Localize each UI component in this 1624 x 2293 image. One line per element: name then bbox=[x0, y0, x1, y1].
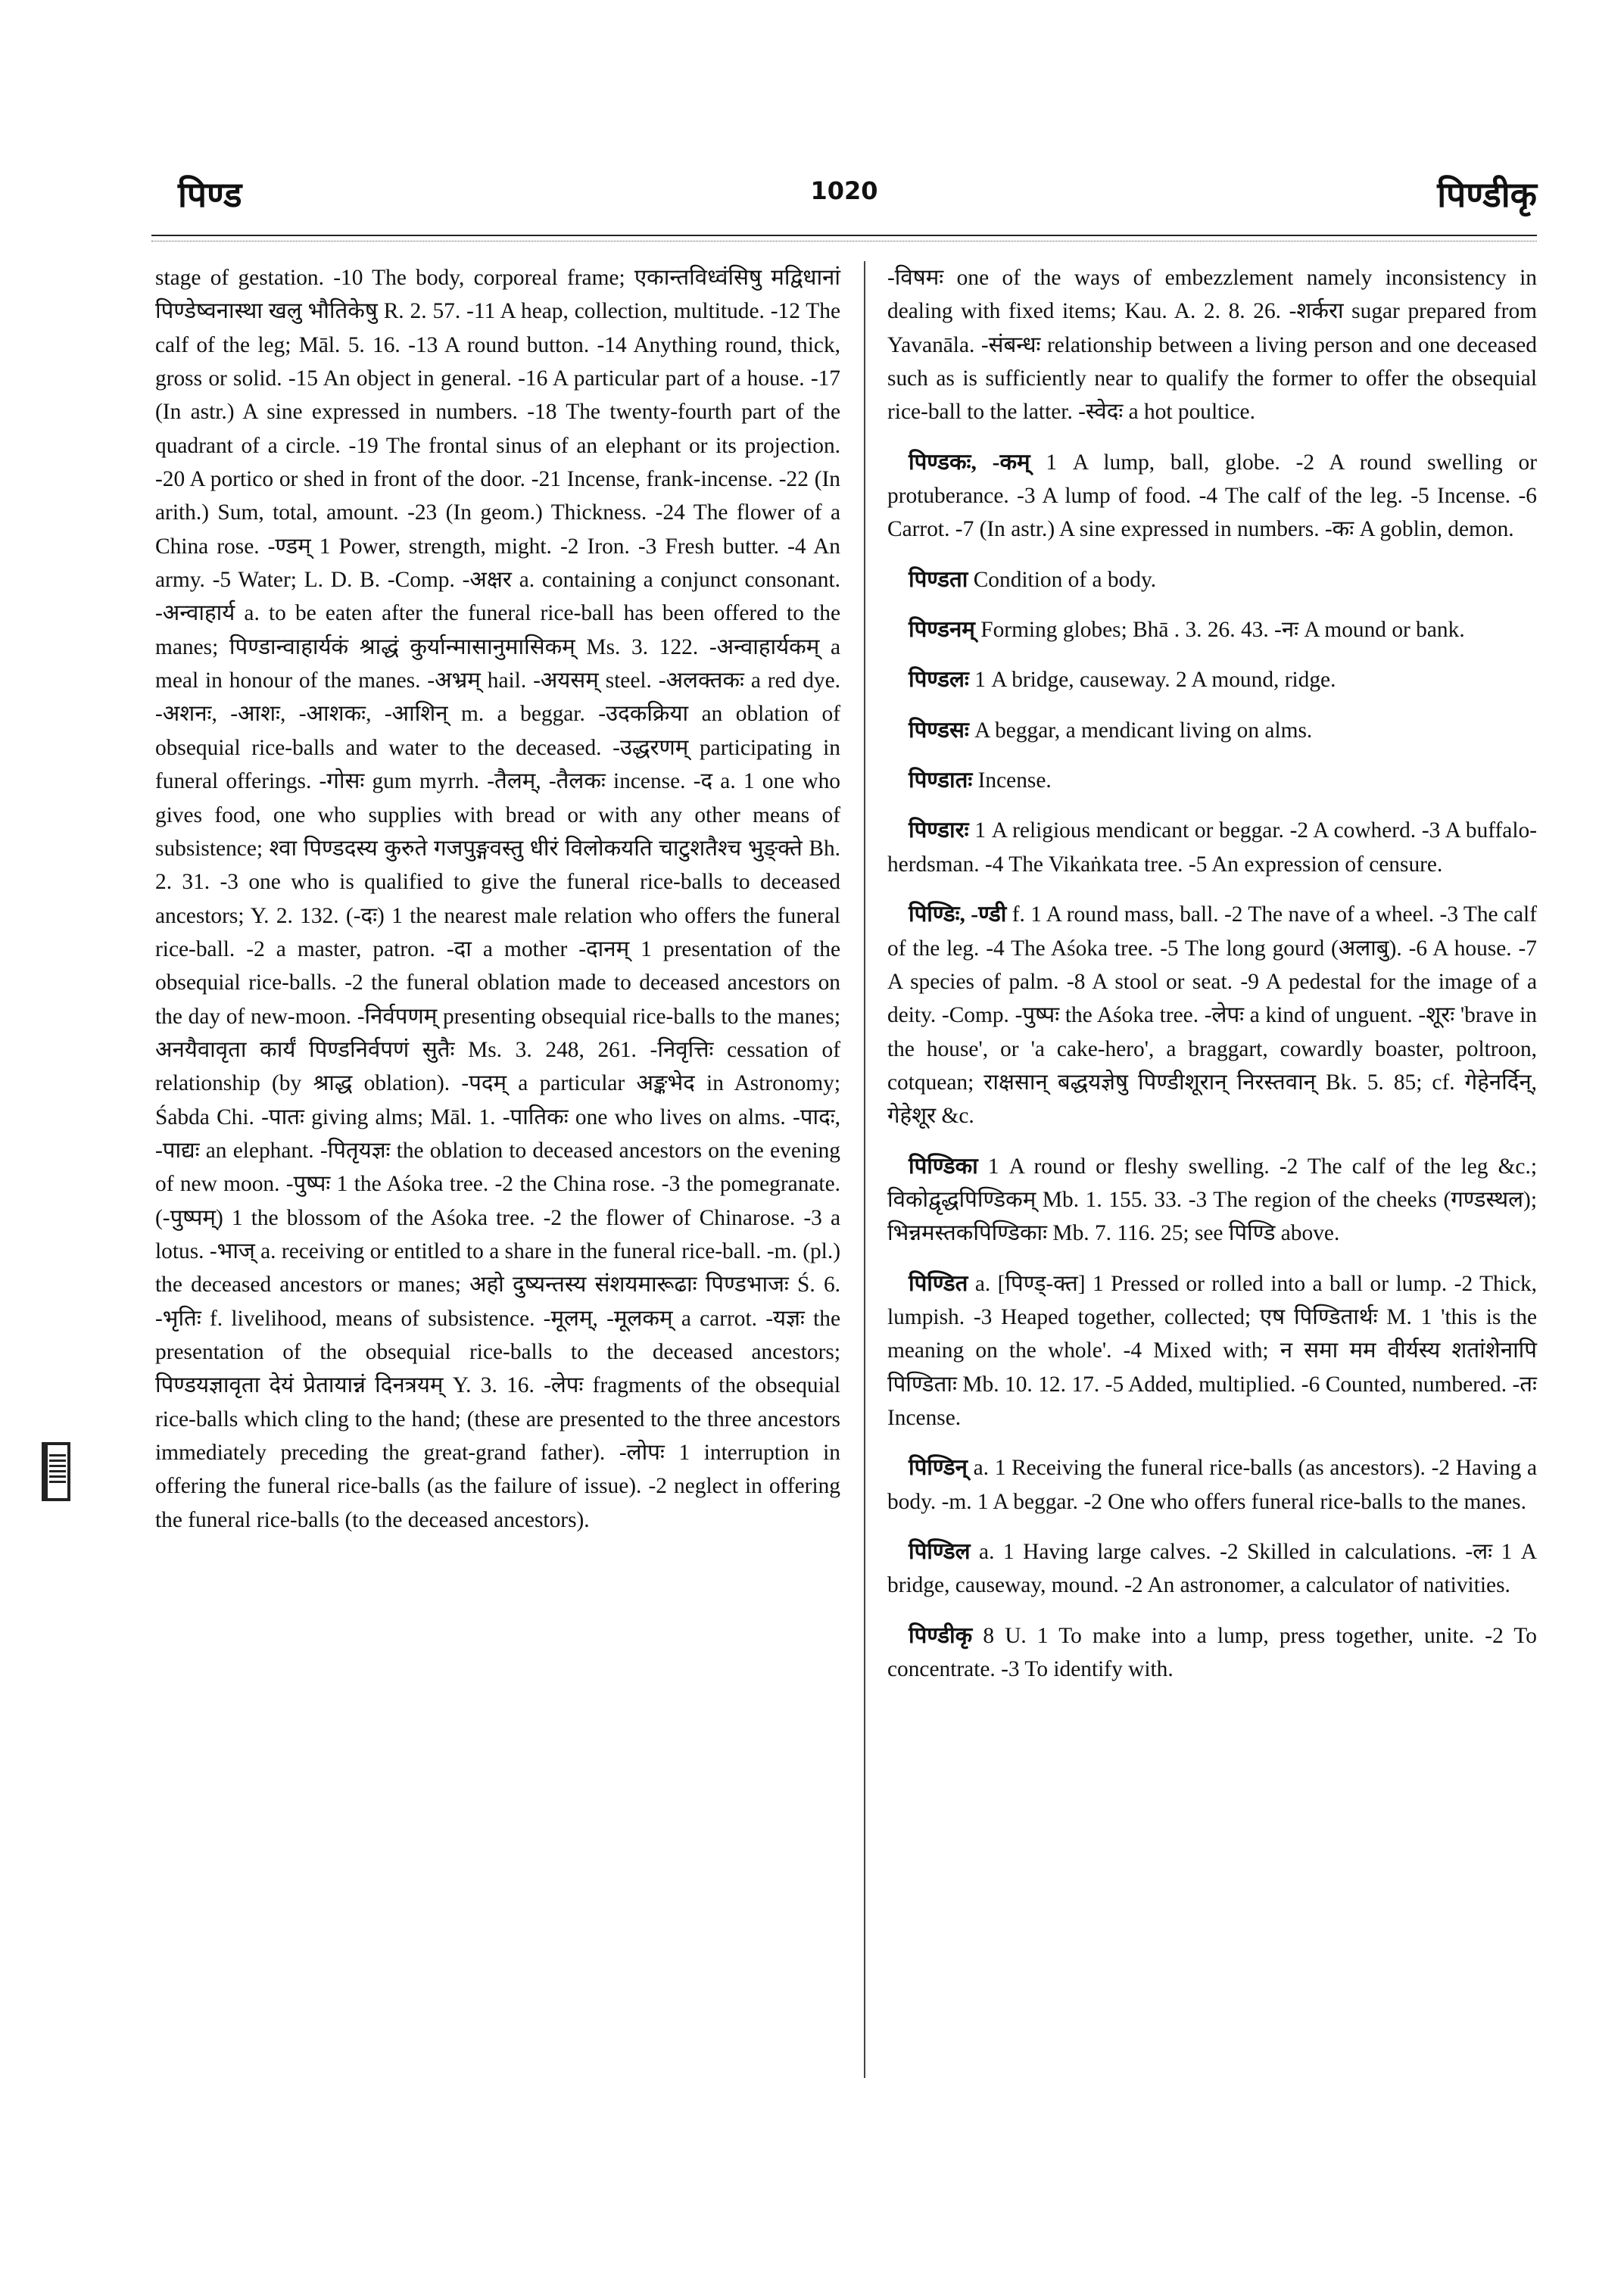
page-number: 1020 bbox=[810, 176, 878, 205]
headword: पिण्डिल bbox=[909, 1540, 971, 1564]
headword: पिण्डिः, -ण्डी bbox=[909, 902, 1007, 927]
left-column bbox=[155, 261, 840, 1553]
entry-text: Incense. bbox=[972, 768, 1052, 793]
headword: पिण्डनम् bbox=[909, 618, 975, 643]
dictionary-entry bbox=[887, 446, 1537, 547]
dictionary-entry bbox=[887, 1451, 1537, 1519]
dictionary-entry bbox=[887, 613, 1537, 646]
guide-word-right: पिण्डीकृ bbox=[1437, 174, 1537, 215]
entry-text: 1 A round or fleshy swelling. -2 The calf of the leg &c.; विकोद्वृद्धपिण्डिकम् Mb. 1. 155. 33. -3 The region of the cheeks (गण्डस्थल); भिन्नमस्तकपिण्डिकाः Mb. 7. 116. 25; see पिण्डि above. bbox=[887, 1154, 1537, 1246]
dictionary-entry bbox=[887, 563, 1537, 597]
guide-word-left: पिण्ड bbox=[178, 174, 242, 215]
right-column bbox=[887, 261, 1537, 1703]
dictionary-entry bbox=[887, 1619, 1537, 1687]
entry-text: 1 A bridge, causeway. 2 A mound, ridge. bbox=[968, 668, 1336, 693]
headword: पिण्डिन् bbox=[909, 1456, 968, 1481]
dictionary-entry bbox=[887, 663, 1537, 696]
dictionary-entry bbox=[887, 1267, 1537, 1435]
entry-continuation: stage of gestation. -10 The body, corporeal frame; एकान्तविध्वंसिषु मद्विधानां पिण्डेष्वनास्था खलु भौतिकेषु R. 2. 57. -11 A heap, collection, multitude. -12 The calf of the leg; Māl. 5. 16. -13 A round button. -14 Anything round, thick, gross or solid. -15 An object in general. -16 A particular part of a house. -17 (In astr.) A sine expressed in numbers. -18 The twenty-fourth part of the quadrant of a circle. -19 The frontal sinus of an elephant or its projection. -20 A portico or shed in front of the door. -21 Incense, frank-incense. -22 (In arith.) Sum, total, amount. -23 (In geom.) Thickness. -24 The flower of a China rose. -ण्डम् 1 Power, strength, might. -2 Iron. -3 Fresh butter. -4 An army. -5 Water; L. D. B. -Comp. -अक्षर a. containing a conjunct consonant. -अन्वाहार्य a. to be eaten after the funeral rice-ball has been offered to the manes; पिण्डान्वाहार्यकं श्राद्धं कुर्यान्मासानुमासिकम् Ms. 3. 122. -अन्वाहार्यकम् a meal in honour of the manes. -अभ्रम् hail. -अयसम् steel. -अलक्तकः a red dye. -अशनः, -आशः, -आशकः, -आशिन् m. a beggar. -उदकक्रिया an oblation of obsequial rice-balls and water to the deceased. -उद्धरणम् participating in funeral offerings. -गोसः gum myrrh. -तैलम्, -तैलकः incense. -द a. 1 one who gives food, one who supplies with bread or with any other means of subsistence; श्वा पिण्डदस्य कुरुते गजपुङ्गवस्तु धीरं विलोकयति चाटुशतैश्च भुङ्क्ते Bh. 2. 31. -3 one who is qualified to give the funeral rice-balls to deceased ancestors; Y. 2. 132. (-दः) 1 the nearest male relation who offers the funeral rice-ball. -2 a master, patron. -दा a mother -दानम् 1 presentation of the obsequial rice-balls. -2 the funeral oblation made to deceased ancestors on the day of new-moon. -निर्वपणम् presenting obsequial rice-balls to the manes; अनयैवावृता कार्यं पिण्डनिर्वपणं सुतैः Ms. 3. 248, 261. -निवृत्तिः cessation of relationship (by श्राद्ध oblation). -पदम् a particular अङ्कभेद in Astronomy; Śabda Chi. -पातः giving alms; Māl. 1. -पातिकः one who lives on alms. -पादः, -पाद्यः an elephant. -पितृयज्ञः the oblation to deceased ancestors on the evening of new moon. -पुष्पः 1 the Aśoka tree. -2 the China rose. -3 the pomegranate. (-पुष्पम्) 1 the blossom of the Aśoka tree. -2 the flower of Chinarose. -3 a lotus. -भाज् a. receiving or entitled to a share in the funeral rice-ball. -m. (pl.) the deceased ancestors or manes; अहो दुष्यन्तस्य संशयमारूढाः पिण्डभाजः Ś. 6. -भृतिः f. livelihood, means of subsistence. -मूलम्, -मूलकम् a carrot. -यज्ञः the presentation of the obsequial rice-balls to the deceased ancestors; पिण्डयज्ञावृता देयं प्रेतायान्नं दिनत्रयम् Y. 3. 16. -लेपः fragments of the obsequial rice-balls which cling to the hand; (these are presented to the three ancestors immediately preceding the great-grand father). -लोपः 1 interruption in offering the funeral rice-balls (as the failure of issue). -2 neglect in offering the funeral rice-balls (to the deceased ancestors). bbox=[155, 266, 840, 1532]
header-rule bbox=[151, 235, 1537, 236]
headword: पिण्डकः, -कम् bbox=[909, 450, 1030, 475]
dictionary-entry bbox=[887, 714, 1537, 747]
dictionary-entry bbox=[887, 1535, 1537, 1603]
entry-text: 1 A lump, ball, globe. -2 A round swelling or protuberance. -3 A lump of food. -4 The calf of the leg. -5 Incense. -6 Carrot. -7 (In astr.) A sine expressed in numbers. -कः A goblin, demon. bbox=[887, 450, 1537, 542]
dictionary-entry bbox=[887, 814, 1537, 881]
headword: पिण्डिका bbox=[909, 1154, 978, 1179]
margin-thumb-index-mark bbox=[42, 1442, 70, 1501]
headword: पिण्डीकृ bbox=[909, 1623, 973, 1648]
dictionary-entry bbox=[887, 764, 1537, 797]
entry-text: 1 A religious mendicant or beggar. -2 A cowherd. -3 A buffalo-herdsman. -4 The Vikaṅkata tree. -5 An expression of censure. bbox=[887, 818, 1537, 877]
entry-text: A beggar, a mendicant living on alms. bbox=[968, 718, 1313, 743]
entry-text: a. [पिण्ड्-क्त] 1 Pressed or rolled into a ball or lump. -2 Thick, lumpish. -3 Heaped together, collected; एष पिण्डितार्थः M. 1 'this is the meaning on the whole'. -4 Mixed with; न समा मम वीर्यस्य शतांशेनापि पिण्डिताः Mb. 10. 12. 17. -5 Added, multiplied. -6 Counted, numbered. -तः Incense. bbox=[887, 1271, 1537, 1430]
headword: पिण्डसः bbox=[909, 718, 969, 743]
entry-text: f. 1 A round mass, ball. -2 The nave of a wheel. -3 The calf of the leg. -4 The Aśoka tree. -5 The long gourd (अलाबु). -6 A house. -7 A species of palm. -8 A stool or seat. -9 A pedestal for the image of a deity. -Comp. -पुष्पः the Aśoka tree. -लेपः a kind of unguent. -शूरः 'brave in the house', or 'a cake-hero', a braggart, cowardly boaster, poltroon, cotquean; राक्षसान् बद्धयज्ञेषु पिण्डीशूरान् निरस्तवान् Bk. 5. 85; cf. गेहेनर्दिन्, गेहेशूर &c. bbox=[887, 902, 1537, 1129]
dictionary-entry bbox=[887, 1150, 1537, 1251]
headword: पिण्डातः bbox=[909, 768, 973, 793]
entry-text: Condition of a body. bbox=[968, 567, 1157, 592]
entry-text: Forming globes; Bhā . 3. 26. 43. -नः A mound or bank. bbox=[974, 618, 1465, 643]
entry-continuation bbox=[887, 261, 1537, 429]
page-header bbox=[151, 170, 1537, 238]
column-divider bbox=[864, 261, 865, 2078]
headword: पिण्डता bbox=[909, 567, 968, 592]
headword: पिण्डलः bbox=[909, 668, 969, 693]
headword: पिण्डारः bbox=[909, 818, 969, 843]
entry-text: a. 1 Receiving the funeral rice-balls (as ancestors). -2 Having a body. -m. 1 A beggar. -2 One who offers funeral rice-balls to the manes. bbox=[887, 1456, 1537, 1514]
entry-text: 8 U. 1 To make into a lump, press together, unite. -2 To concentrate. -3 To identify with. bbox=[887, 1623, 1537, 1682]
headword: पिण्डित bbox=[909, 1271, 968, 1296]
entry-text: a. 1 Having large calves. -2 Skilled in calculations. -लः 1 A bridge, causeway, mound. -2 An astronomer, a calculator of nativities. bbox=[887, 1540, 1537, 1598]
entry-text: -विषमः one of the ways of embezzlement namely inconsistency in dealing with fixed items; Kau. A. 2. 8. 26. -शर्करा sugar prepared from Yavanāla. -संबन्धः relationship between a living person and one deceased such as is sufficiently near to qualify the former to offer the obsequial rice-ball to the latter. -स्वेदः a hot poultice. bbox=[887, 266, 1537, 425]
dictionary-entry bbox=[887, 898, 1537, 1132]
